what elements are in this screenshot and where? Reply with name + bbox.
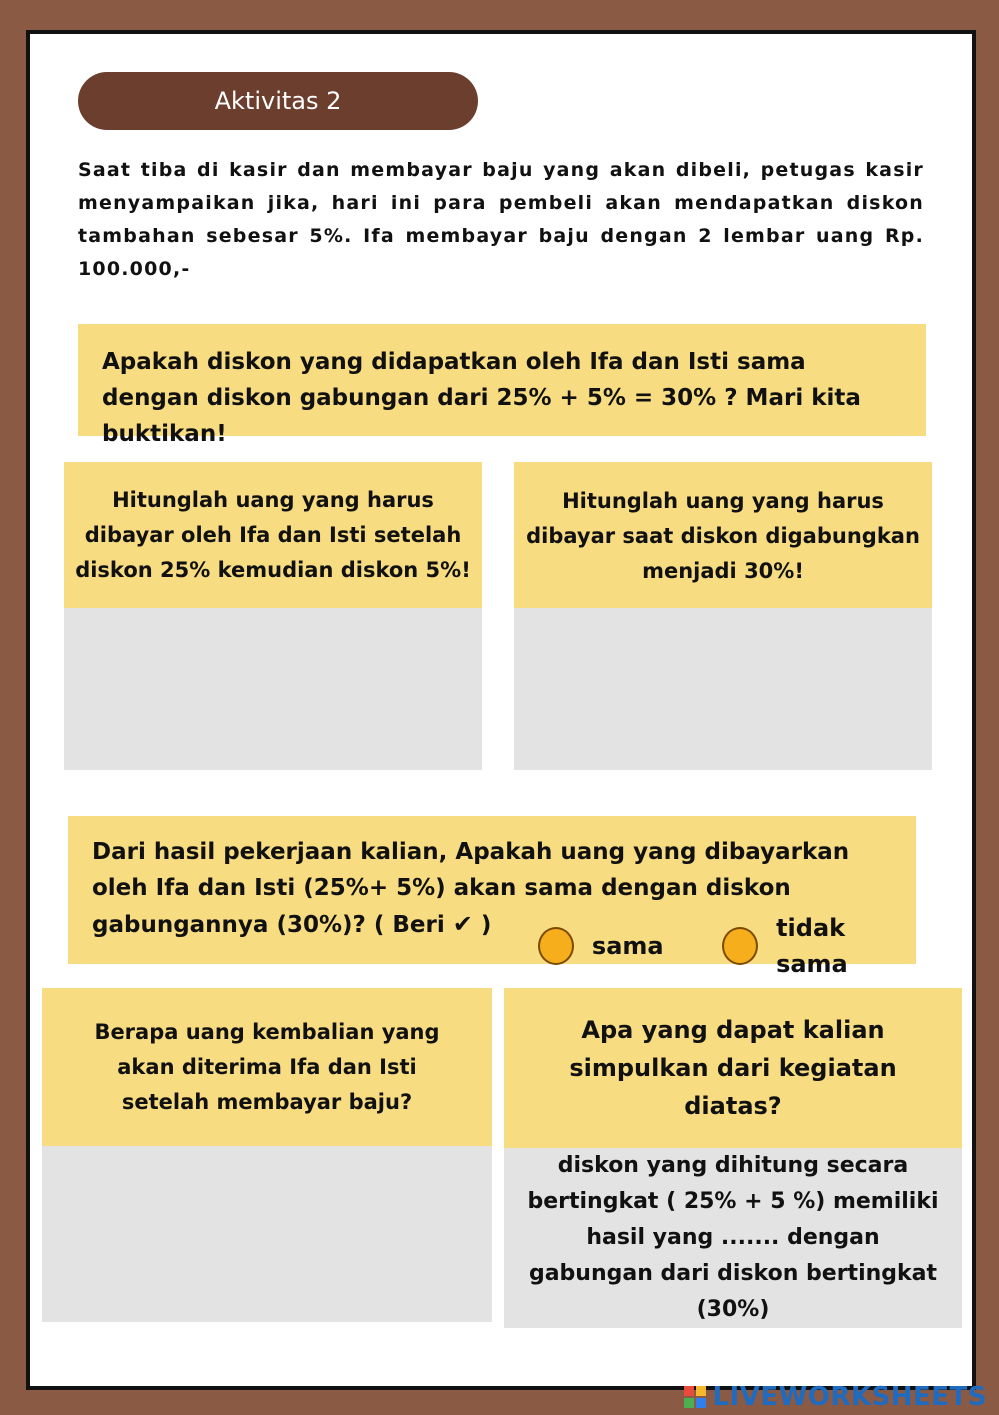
main-question-text: Apakah diskon yang didapatkan oleh Ifa dan Isti sama dengan diskon gabungan dari 25% + 5% = 30% ? Mari kita buktikan! xyxy=(102,349,861,447)
card-conclusion-statement-area xyxy=(504,1148,962,1328)
card-calc-stepwise-prompt: Hitunglah uang yang harus dibayar oleh Ifa dan Isti setelah diskon 25% kemudian diskon 5%! xyxy=(75,487,471,582)
card-change-answer-field[interactable] xyxy=(42,1146,492,1322)
card-calc-stepwise xyxy=(64,462,482,770)
card-calc-combined-prompt-area xyxy=(514,462,932,608)
liveworksheets-brand-text: LIVEWORKSHEETS xyxy=(712,1382,987,1412)
card-conclusion-prompt-area xyxy=(504,988,962,1148)
card-change-prompt-area xyxy=(42,988,492,1146)
comparison-question-box xyxy=(68,816,916,978)
option-tidak-sama-label: tidak sama xyxy=(776,914,848,978)
comparison-close-paren: ) xyxy=(472,912,492,938)
card-conclusion-statement[interactable]: diskon yang dihitung secara bertingkat ( 25% + 5 %) memiliki hasil yang ....... dengan gabungan dari diskon bertingkat (30%) xyxy=(527,1153,939,1322)
checkmark-icon: ✔ xyxy=(452,910,473,938)
option-sama-radio[interactable] xyxy=(538,927,574,965)
card-conclusion-prompt: Apa yang dapat kalian simpulkan dari kegiatan diatas? xyxy=(569,1016,897,1120)
card-calc-stepwise-prompt-area xyxy=(64,462,482,608)
card-change xyxy=(42,988,492,1322)
option-tidak-sama-radio[interactable] xyxy=(722,927,758,965)
liveworksheets-watermark xyxy=(684,1383,987,1411)
activity-title-pill xyxy=(78,72,478,130)
answer-options xyxy=(538,910,916,982)
card-change-prompt: Berapa uang kembalian yang akan diterima Ifa dan Isti setelah membayar baju? xyxy=(94,1019,440,1114)
option-sama-label: sama xyxy=(591,932,664,960)
main-question-box xyxy=(78,324,926,447)
comparison-question-text: Dari hasil pekerjaan kalian, Apakah uang yang dibayarkan oleh Ifa dan Isti (25%+ 5%) akan sama dengan diskon gabungannya (30%)? ( Beri xyxy=(92,839,850,938)
card-conclusion xyxy=(504,988,962,1328)
card-calc-combined-answer-field[interactable] xyxy=(514,608,932,770)
activity-title: Aktivitas 2 xyxy=(214,87,342,115)
intro-paragraph: Saat tiba di kasir dan membayar baju yang akan dibeli, petugas kasir menyampaikan jika, hari ini para pembeli akan mendapatkan diskon tambahan sebesar 5%. Ifa membayar baju dengan 2 lembar uang Rp. 100.000,- xyxy=(78,159,924,280)
card-calc-combined xyxy=(514,462,932,770)
worksheet-page xyxy=(26,30,976,1390)
card-calc-stepwise-answer-field[interactable] xyxy=(64,608,482,770)
liveworksheets-logo-icon xyxy=(684,1386,706,1408)
card-calc-combined-prompt: Hitunglah uang yang harus dibayar saat diskon digabungkan menjadi 30%! xyxy=(526,489,920,583)
